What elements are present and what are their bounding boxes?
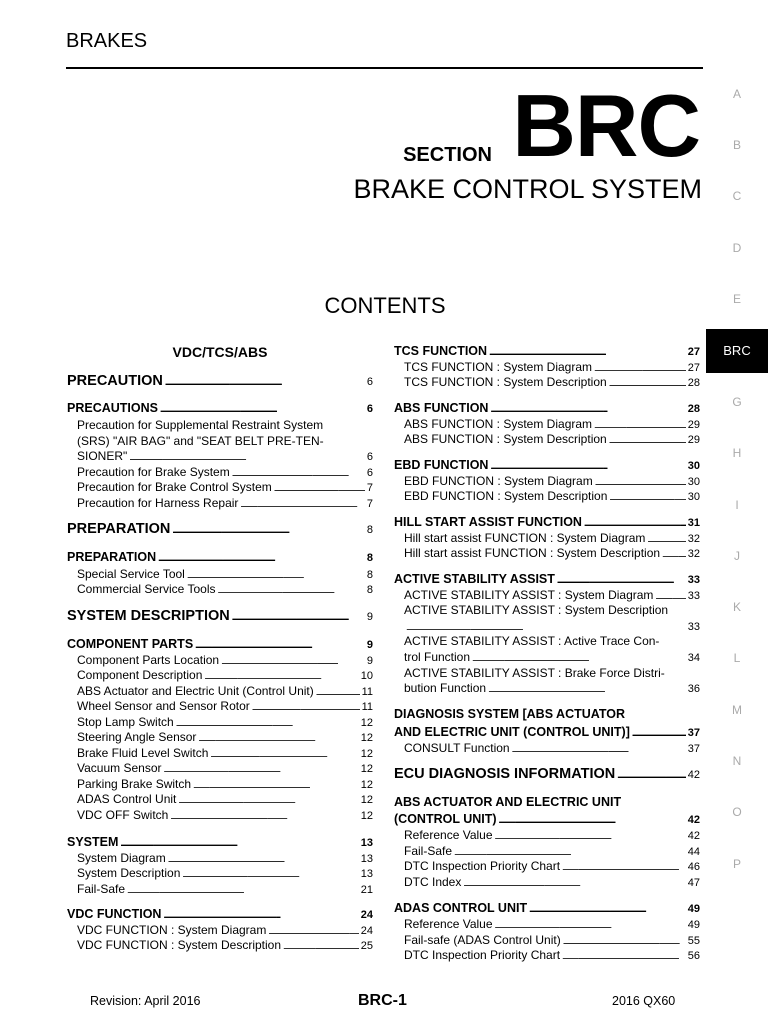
toc-entry[interactable]: DTC Index . . . 47 bbox=[394, 875, 700, 889]
toc-entry[interactable]: Commercial Service Tools . . . 8 bbox=[67, 582, 373, 596]
toc-entry[interactable]: VDC FUNCTION : System Diagram . . . 24 bbox=[67, 923, 373, 937]
toc-entry-line[interactable]: DIAGNOSIS SYSTEM [ABS ACTUATOR bbox=[394, 707, 626, 721]
toc-entry[interactable]: DTC Inspection Priority Chart . . . 46 bbox=[394, 859, 700, 873]
toc-entry[interactable]: EBD FUNCTION . . . 30 bbox=[394, 458, 700, 472]
toc-entry[interactable]: PRECAUTION . . . 6 bbox=[67, 373, 373, 389]
toc-entry[interactable]: EBD FUNCTION : System Description . . . 30 bbox=[394, 489, 700, 503]
toc-entry-line[interactable]: ABS ACTUATOR AND ELECTRIC UNIT bbox=[394, 795, 622, 809]
toc-entry[interactable]: Steering Angle Sensor . . . 12 bbox=[67, 730, 373, 744]
index-tab-g[interactable]: G bbox=[732, 395, 742, 409]
toc-group-heading: VDC/TCS/ABS bbox=[172, 344, 268, 360]
footer-page-number: BRC-1 bbox=[358, 992, 407, 1009]
toc-entry[interactable]: HILL START ASSIST FUNCTION . . . 31 bbox=[394, 515, 700, 529]
toc-entry[interactable]: ABS Actuator and Electric Unit (Control Unit) . . . 11 bbox=[67, 684, 373, 698]
index-tab-n[interactable]: N bbox=[732, 754, 742, 768]
footer-model: 2016 QX60 bbox=[612, 994, 676, 1008]
toc-entry[interactable]: PREPARATION . . . 8 bbox=[67, 521, 373, 537]
toc-entry-line[interactable]: ACTIVE STABILITY ASSIST : System Description bbox=[404, 603, 669, 617]
index-tab-k[interactable]: K bbox=[732, 600, 741, 614]
toc-entry[interactable]: . . . 33 bbox=[394, 619, 700, 633]
toc-entry[interactable]: Stop Lamp Switch . . . 12 bbox=[67, 715, 373, 729]
toc-entry[interactable]: Hill start assist FUNCTION : System Diagram . . . 32 bbox=[394, 531, 700, 545]
index-tab-b[interactable]: B bbox=[732, 138, 741, 152]
toc-entry[interactable]: Brake Fluid Level Switch . . . 12 bbox=[67, 746, 373, 760]
toc-entry[interactable]: SYSTEM . . . 13 bbox=[67, 835, 373, 849]
toc-entry[interactable]: System Diagram . . . 13 bbox=[67, 851, 373, 865]
index-tab-i[interactable]: I bbox=[735, 498, 739, 512]
toc-entry[interactable]: ADAS CONTROL UNIT . . . 49 bbox=[394, 901, 700, 915]
toc-entry[interactable]: ECU DIAGNOSIS INFORMATION . . . 42 bbox=[394, 766, 700, 782]
index-tab-p[interactable]: P bbox=[732, 857, 741, 871]
header-rule bbox=[66, 67, 703, 69]
toc-entry-line[interactable]: (SRS) "AIR BAG" and "SEAT BELT PRE-TEN- bbox=[77, 434, 324, 448]
section-code: BRC bbox=[512, 76, 700, 175]
index-tab-j[interactable]: J bbox=[734, 549, 740, 563]
toc-entry[interactable]: COMPONENT PARTS . . . 9 bbox=[67, 637, 373, 651]
toc-entry[interactable]: Precaution for Harness Repair . . . 7 bbox=[67, 496, 373, 510]
toc-entry[interactable]: SIONER" . . . 6 bbox=[67, 449, 373, 463]
contents-title: CONTENTS bbox=[324, 293, 446, 318]
toc-entry[interactable]: ADAS Control Unit . . . 12 bbox=[67, 792, 373, 806]
toc-entry[interactable]: Component Description . . . 10 bbox=[67, 668, 373, 682]
toc-entry[interactable]: Precaution for Brake System . . . 6 bbox=[67, 465, 373, 479]
toc-entry[interactable]: ACTIVE STABILITY ASSIST . . . 33 bbox=[394, 572, 700, 586]
index-tab-h[interactable]: H bbox=[732, 446, 742, 460]
toc-entry[interactable]: Fail-safe (ADAS Control Unit) . . . 55 bbox=[394, 933, 700, 947]
index-tab-a[interactable]: A bbox=[732, 87, 741, 101]
footer-revision: Revision: April 2016 bbox=[90, 994, 201, 1008]
toc-entry[interactable]: Parking Brake Switch . . . 12 bbox=[67, 777, 373, 791]
index-tab-m[interactable]: M bbox=[732, 703, 742, 717]
toc-entry[interactable]: CONSULT Function . . . 37 bbox=[394, 741, 700, 755]
index-tab-o[interactable]: O bbox=[732, 805, 742, 819]
toc-entry[interactable]: TCS FUNCTION : System Diagram . . . 27 bbox=[394, 360, 700, 374]
toc-entry-line[interactable]: ACTIVE STABILITY ASSIST : Active Trace Con- bbox=[404, 634, 660, 648]
toc-entry[interactable]: Hill start assist FUNCTION : System Description . . . 32 bbox=[394, 546, 700, 560]
toc-entry[interactable]: Wheel Sensor and Sensor Rotor . . . 11 bbox=[67, 699, 373, 713]
toc-entry[interactable]: ABS FUNCTION : System Diagram . . . 29 bbox=[394, 417, 700, 431]
toc-entry-line[interactable]: ACTIVE STABILITY ASSIST : Brake Force Distri- bbox=[404, 666, 665, 680]
toc-entry[interactable]: DTC Inspection Priority Chart . . . 56 bbox=[394, 948, 700, 962]
toc-entry[interactable]: Fail-Safe . . . 21 bbox=[67, 882, 373, 896]
toc-entry[interactable]: Component Parts Location . . . 9 bbox=[67, 653, 373, 667]
toc-entry[interactable]: ABS FUNCTION . . . 28 bbox=[394, 401, 700, 415]
toc-entry[interactable]: PRECAUTIONS . . . 6 bbox=[67, 401, 373, 415]
toc-entry[interactable]: Reference Value . . . 49 bbox=[394, 917, 700, 931]
toc-entry[interactable]: Vacuum Sensor . . . 12 bbox=[67, 761, 373, 775]
index-tab-l[interactable]: L bbox=[733, 651, 741, 665]
toc-entry[interactable]: Special Service Tool . . . 8 bbox=[67, 567, 373, 581]
toc-entry[interactable]: EBD FUNCTION : System Diagram . . . 30 bbox=[394, 474, 700, 488]
toc-entry[interactable]: bution Function . . . 36 bbox=[394, 681, 700, 695]
section-label: SECTION bbox=[403, 144, 492, 166]
index-tab-d[interactable]: D bbox=[732, 241, 742, 255]
toc-entry[interactable]: ABS FUNCTION : System Description . . . 29 bbox=[394, 432, 700, 446]
toc-entry[interactable]: VDC FUNCTION . . . 24 bbox=[67, 907, 373, 921]
toc-entry[interactable]: System Description . . . 13 bbox=[67, 866, 373, 880]
toc-entry[interactable]: PREPARATION . . . 8 bbox=[67, 550, 373, 564]
toc-entry[interactable]: Reference Value . . . 42 bbox=[394, 828, 700, 842]
toc-entry[interactable]: AND ELECTRIC UNIT (CONTROL UNIT)] . . . 37 bbox=[394, 725, 700, 739]
index-tab-brc-active[interactable]: BRC bbox=[706, 329, 768, 373]
index-tab-c[interactable]: C bbox=[732, 189, 742, 203]
toc-entry[interactable]: (CONTROL UNIT) . . . 42 bbox=[394, 812, 700, 826]
toc-entry[interactable]: TCS FUNCTION . . . 27 bbox=[394, 344, 700, 358]
toc-entry[interactable]: SYSTEM DESCRIPTION . . . 9 bbox=[67, 608, 373, 624]
toc-entry[interactable]: TCS FUNCTION : System Description . . . 28 bbox=[394, 375, 700, 389]
toc-entry[interactable]: trol Function . . . 34 bbox=[394, 650, 700, 664]
toc-entry[interactable]: Precaution for Brake Control System . . . 7 bbox=[67, 480, 373, 494]
toc-entry[interactable]: VDC FUNCTION : System Description . . . 25 bbox=[67, 938, 373, 952]
header-title: BRAKES bbox=[66, 30, 148, 52]
toc-entry[interactable]: ACTIVE STABILITY ASSIST : System Diagram . . . 33 bbox=[394, 588, 700, 602]
section-subtitle: BRAKE CONTROL SYSTEM bbox=[353, 174, 702, 204]
index-tab-e[interactable]: E bbox=[732, 292, 741, 306]
toc-entry-line[interactable]: Precaution for Supplemental Restraint System bbox=[77, 418, 324, 432]
toc-entry[interactable]: VDC OFF Switch . . . 12 bbox=[67, 808, 373, 822]
toc-entry[interactable]: Fail-Safe . . . 44 bbox=[394, 844, 700, 858]
